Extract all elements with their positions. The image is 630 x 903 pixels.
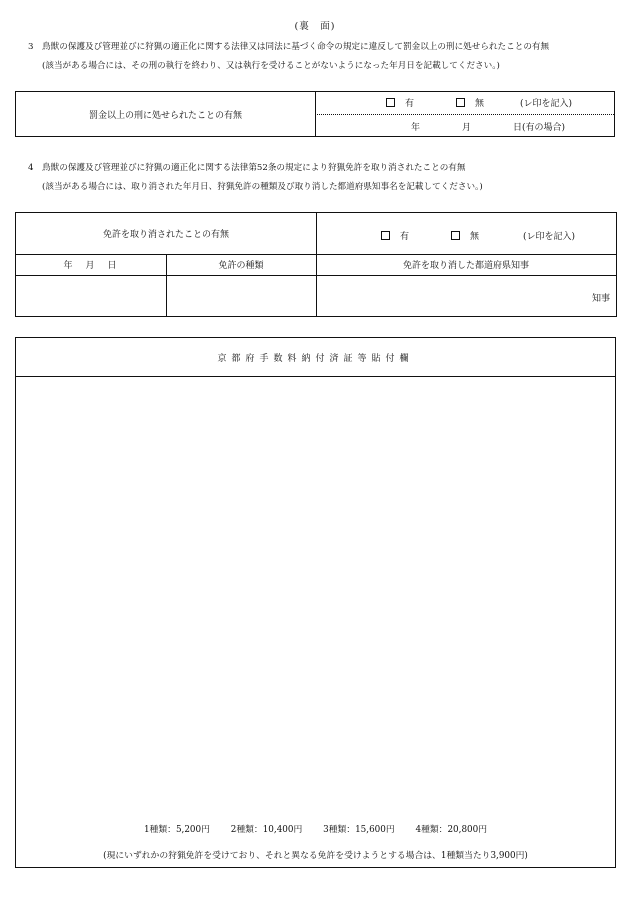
stamp-area-title: 京都府手数料納付済証等貼付欄 — [217, 353, 414, 364]
checkbox-icon[interactable] — [386, 98, 395, 107]
stamp-paste-area[interactable] — [16, 377, 615, 817]
penalty-yes-option[interactable]: 有 — [386, 96, 414, 109]
penalty-table — [15, 91, 615, 137]
fee-item: 1種類：5,200円 — [143, 825, 210, 835]
penalty-month-label: 月 — [462, 123, 472, 133]
fee-note: (現にいずれかの狩猟免許を受けており、それと異なる免許を受けようとする場合は、1種類当たり3,900円) — [103, 851, 528, 861]
section-4-instructions: (該当がある場合には、取り消された年月日、狩猟免許の種類及び取り消した都道府県知事名を記載してください。) — [42, 182, 483, 192]
check-note: (レ印を記入) — [520, 99, 573, 109]
penalty-year-label: 年 — [411, 123, 421, 133]
governor-suffix: 知事 — [591, 294, 610, 304]
section-3-heading: 3 鳥獣の保護及び管理並びに狩猟の適正化に関する法律又は同法に基づく命令の規定に違反して罰金以上の刑に処せられたことの有無 — [28, 42, 550, 52]
checkbox-icon[interactable] — [381, 231, 390, 240]
checkbox-icon[interactable] — [451, 231, 460, 240]
section-3-instructions: (該当がある場合には、その刑の執行を終わり、又は執行を受けることがないようになった年月日を記載してください。) — [42, 61, 500, 71]
revocation-no-option[interactable]: 無 — [451, 229, 479, 242]
checkbox-icon[interactable] — [456, 98, 465, 107]
check-note: (レ印を記入) — [523, 232, 576, 242]
revocation-table — [15, 212, 617, 317]
fee-list — [16, 822, 615, 835]
penalty-day-label: 日(有の場合) — [513, 123, 566, 133]
governor-input-cell[interactable] — [316, 275, 616, 316]
penalty-label: 罰金以上の刑に処せられたことの有無 — [88, 110, 242, 121]
col-header-license-type: 免許の種類 — [218, 261, 264, 271]
page-title: (裏 面) — [294, 21, 336, 32]
fee-item: 4種類：20,800円 — [415, 825, 488, 835]
license-type-input-cell[interactable] — [166, 275, 316, 316]
section-4-heading: 4 鳥獣の保護及び管理並びに狩猟の適正化に関する法律第52条の規定により狩猟免許を取り消されたことの有無 — [28, 163, 466, 173]
revocation-yes-option[interactable]: 有 — [381, 229, 409, 242]
fee-item: 3種類：15,600円 — [323, 825, 395, 835]
col-header-governor: 免許を取り消した都道府県知事 — [402, 261, 529, 271]
penalty-no-option[interactable]: 無 — [456, 96, 484, 109]
col-header-date: 年 月 日 — [63, 261, 119, 271]
fee-item: 2種類：10,400円 — [230, 825, 303, 835]
date-input-cell[interactable] — [16, 275, 166, 316]
fee-stamp-area — [15, 337, 616, 868]
revocation-label: 免許を取り消されたことの有無 — [102, 230, 229, 240]
